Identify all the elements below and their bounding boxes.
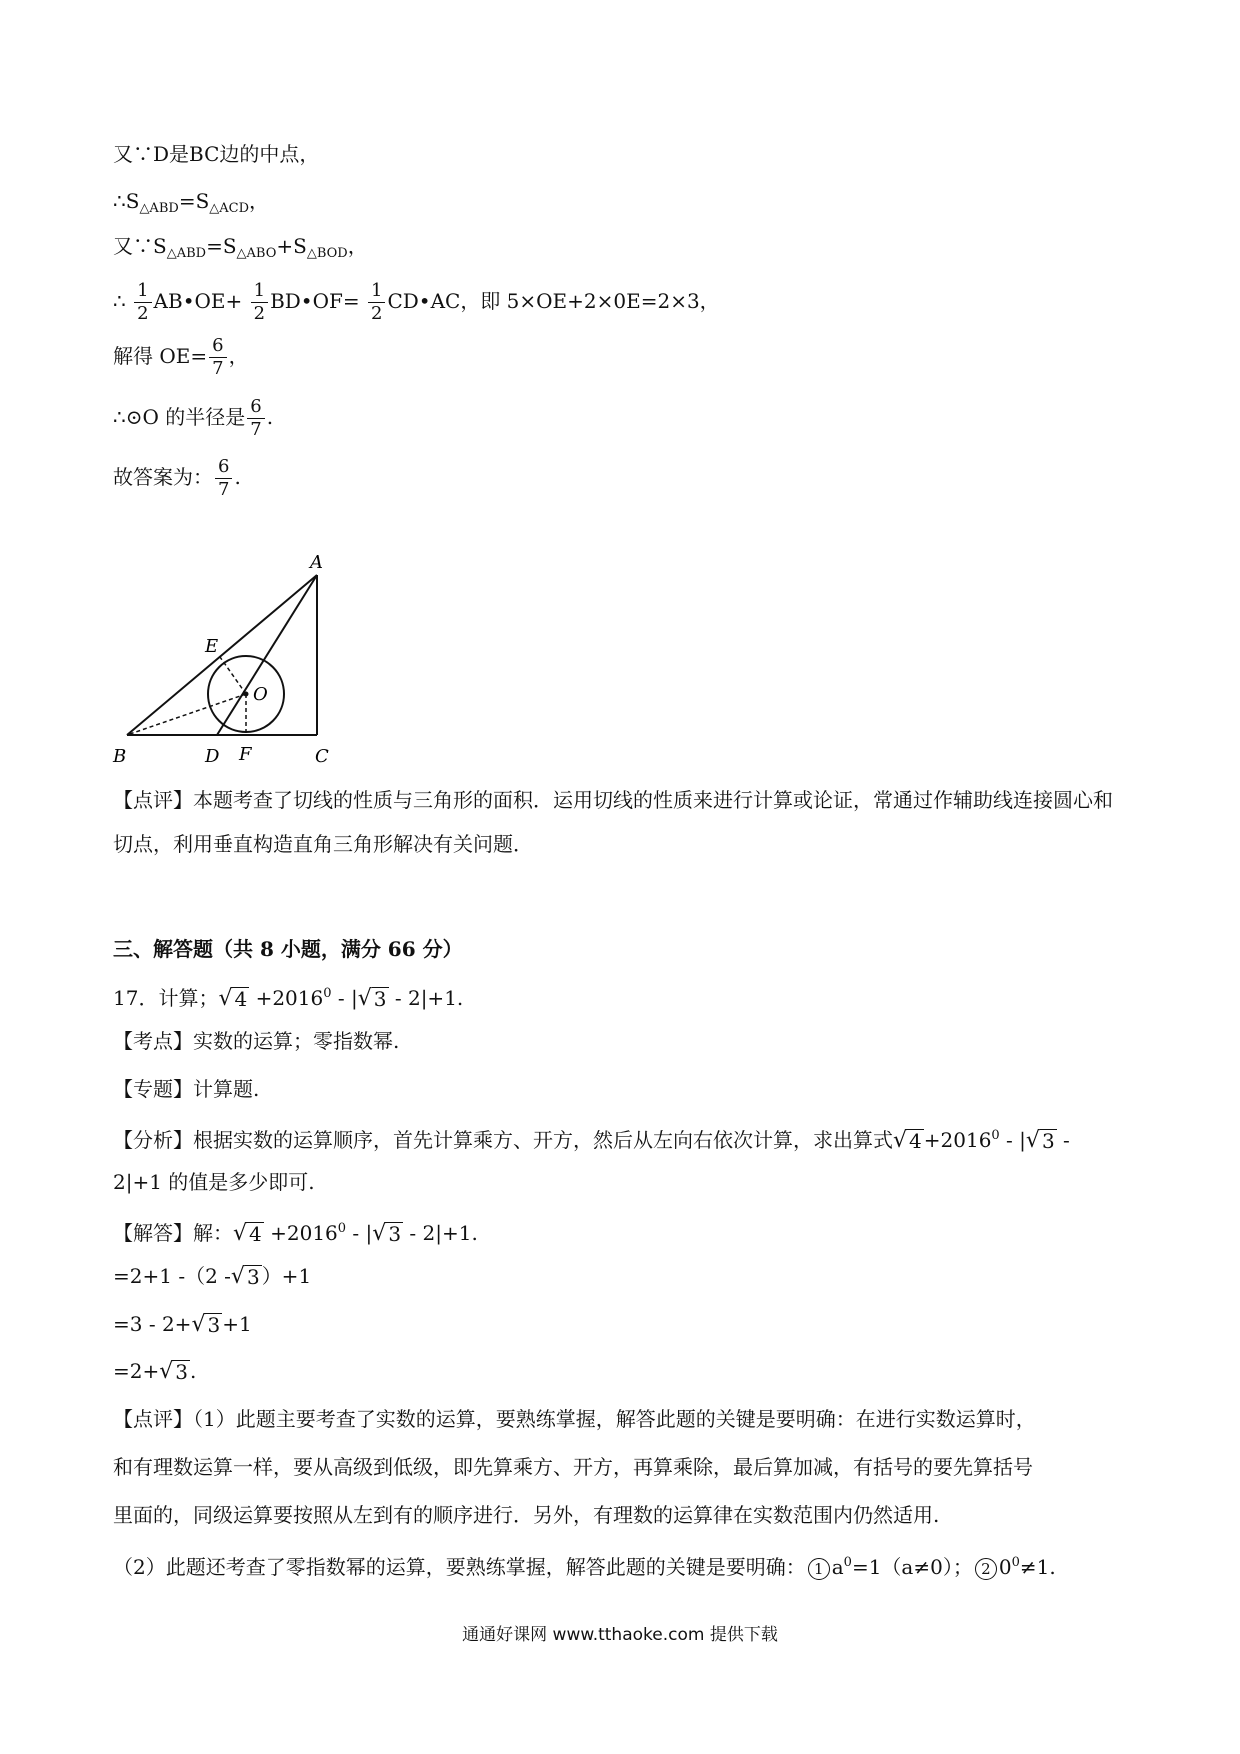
sqrt-expression: √ 4 — [233, 1221, 262, 1246]
fenxi-line: 【分析】根据实数的运算顺序，首先计算乘方、开方，然后从左向右依次计算，求出算式 √ 4 $+2016^0$ - | √ 3 - — [113, 1128, 1070, 1153]
equation-line: ∴ $\frac{1}{2}$ AB•OE+ $\frac{1}{2}$ BD•OF= $\frac{1}{2}$ CD•AC，即 5×OE+2×0E=2×3， — [113, 280, 720, 324]
fraction: $\frac{1}{2}$ — [134, 280, 151, 325]
sqrt-expression: √ 3 — [1025, 1128, 1055, 1153]
segment-ad — [217, 575, 317, 735]
segment-oe — [220, 657, 246, 694]
label-o: O — [253, 684, 268, 705]
section-title: 三、解答题（共 8 小题，满分 66 分） — [113, 937, 463, 961]
circled-number: 1 — [808, 1558, 830, 1580]
sqrt-expression: √ 3 — [191, 1312, 221, 1337]
review-line: 和有理数运算一样，要从高级到低级，即先算乘方、开方，再算乘除，最后算加减，有括号的要先算括号 — [113, 1455, 1033, 1479]
fraction: $\frac{1}{2}$ — [251, 280, 268, 325]
review-line: 【点评】（1）此题主要考查了实数的运算，要熟练掌握，解答此题的关键是要明确：在进行实数运算时， — [113, 1407, 1036, 1431]
sqrt-expression: √ 3 — [230, 1264, 260, 1289]
step-line: =3 - 2+ √ 3 +1 — [113, 1312, 252, 1337]
geometry-figure — [105, 550, 345, 775]
text-line: 又$\because S_{\triangle ABD}=S_{\triangle ABO}+S_{\triangle BOD}$， — [113, 234, 368, 261]
sqrt-expression: √ 4 — [893, 1128, 922, 1153]
text-line: ∴⊙O 的半径是 $\frac{6}{7}$ . — [113, 396, 274, 440]
text-line: $\therefore S_{\triangle ABD}=S_{\triangle ACD}$， — [113, 189, 270, 216]
review-paragraph: 【点评】本题考查了切线的性质与三角形的面积．运用切线的性质来进行计算或论证，常通过作辅助线连接圆心和切点，利用垂直构造直角三角形解决有关问题． — [113, 788, 1113, 856]
review-line: 里面的，同级运算要按照从左到有的顺序进行．另外，有理数的运算律在实数范围内仍然适用. — [113, 1503, 940, 1527]
label-b: B — [113, 746, 127, 767]
sqrt-expression: √ 4 — [218, 986, 248, 1011]
label-c: C — [315, 746, 329, 767]
kaodian-line: 【考点】实数的运算；零指数幂. — [113, 1029, 400, 1053]
fraction: $\frac{6}{7}$ — [247, 396, 264, 441]
label-e: E — [205, 636, 219, 657]
segment-ab — [127, 575, 317, 735]
label-d: D — [205, 746, 220, 767]
segment-ob — [127, 694, 246, 735]
label-a: A — [310, 552, 323, 573]
question-17: 17．计算； √ 4 $+2016^0$ - | √ 3 - 2|+1. — [113, 986, 464, 1011]
page-footer: 通通好课网 www.tthaoke.com 提供下载 — [462, 1625, 778, 1645]
label-f: F — [239, 744, 252, 765]
zhuanti-line: 【专题】计算题. — [113, 1077, 260, 1101]
review-line: （2）此题还考查了零指数幂的运算，要熟练掌握，解答此题的关键是要明确： 1 $a^0=1(a\ne 0)$； 2 $0^0\ne 1$. — [113, 1555, 1056, 1579]
text-line: 故答案为： $\frac{6}{7}$ . — [113, 456, 241, 500]
point-o — [244, 692, 249, 697]
sqrt-expression: √ 3 — [372, 1221, 402, 1246]
step-line: =2+ √ 3 . — [113, 1359, 197, 1384]
fenxi-line-2: 2|+1 的值是多少即可. — [113, 1170, 315, 1194]
jieda-line: 【解答】解： √ 4 $+2016^0$ - | √ 3 - 2|+1. — [113, 1221, 478, 1246]
fraction: $\frac{1}{2}$ — [368, 280, 385, 325]
sqrt-expression: √ 3 — [159, 1359, 189, 1384]
fraction: $\frac{6}{7}$ — [215, 456, 232, 501]
circled-number: 2 — [975, 1558, 997, 1580]
text-line: 解得 OE= $\frac{6}{7}$ ， — [113, 335, 249, 379]
fraction: $\frac{6}{7}$ — [209, 335, 226, 380]
sqrt-expression: √ 3 — [357, 986, 387, 1011]
text-line: 又∵D是BC边的中点， — [113, 142, 320, 166]
step-line: =2+1 -（2 - √ 3 ）+1 — [113, 1264, 312, 1289]
